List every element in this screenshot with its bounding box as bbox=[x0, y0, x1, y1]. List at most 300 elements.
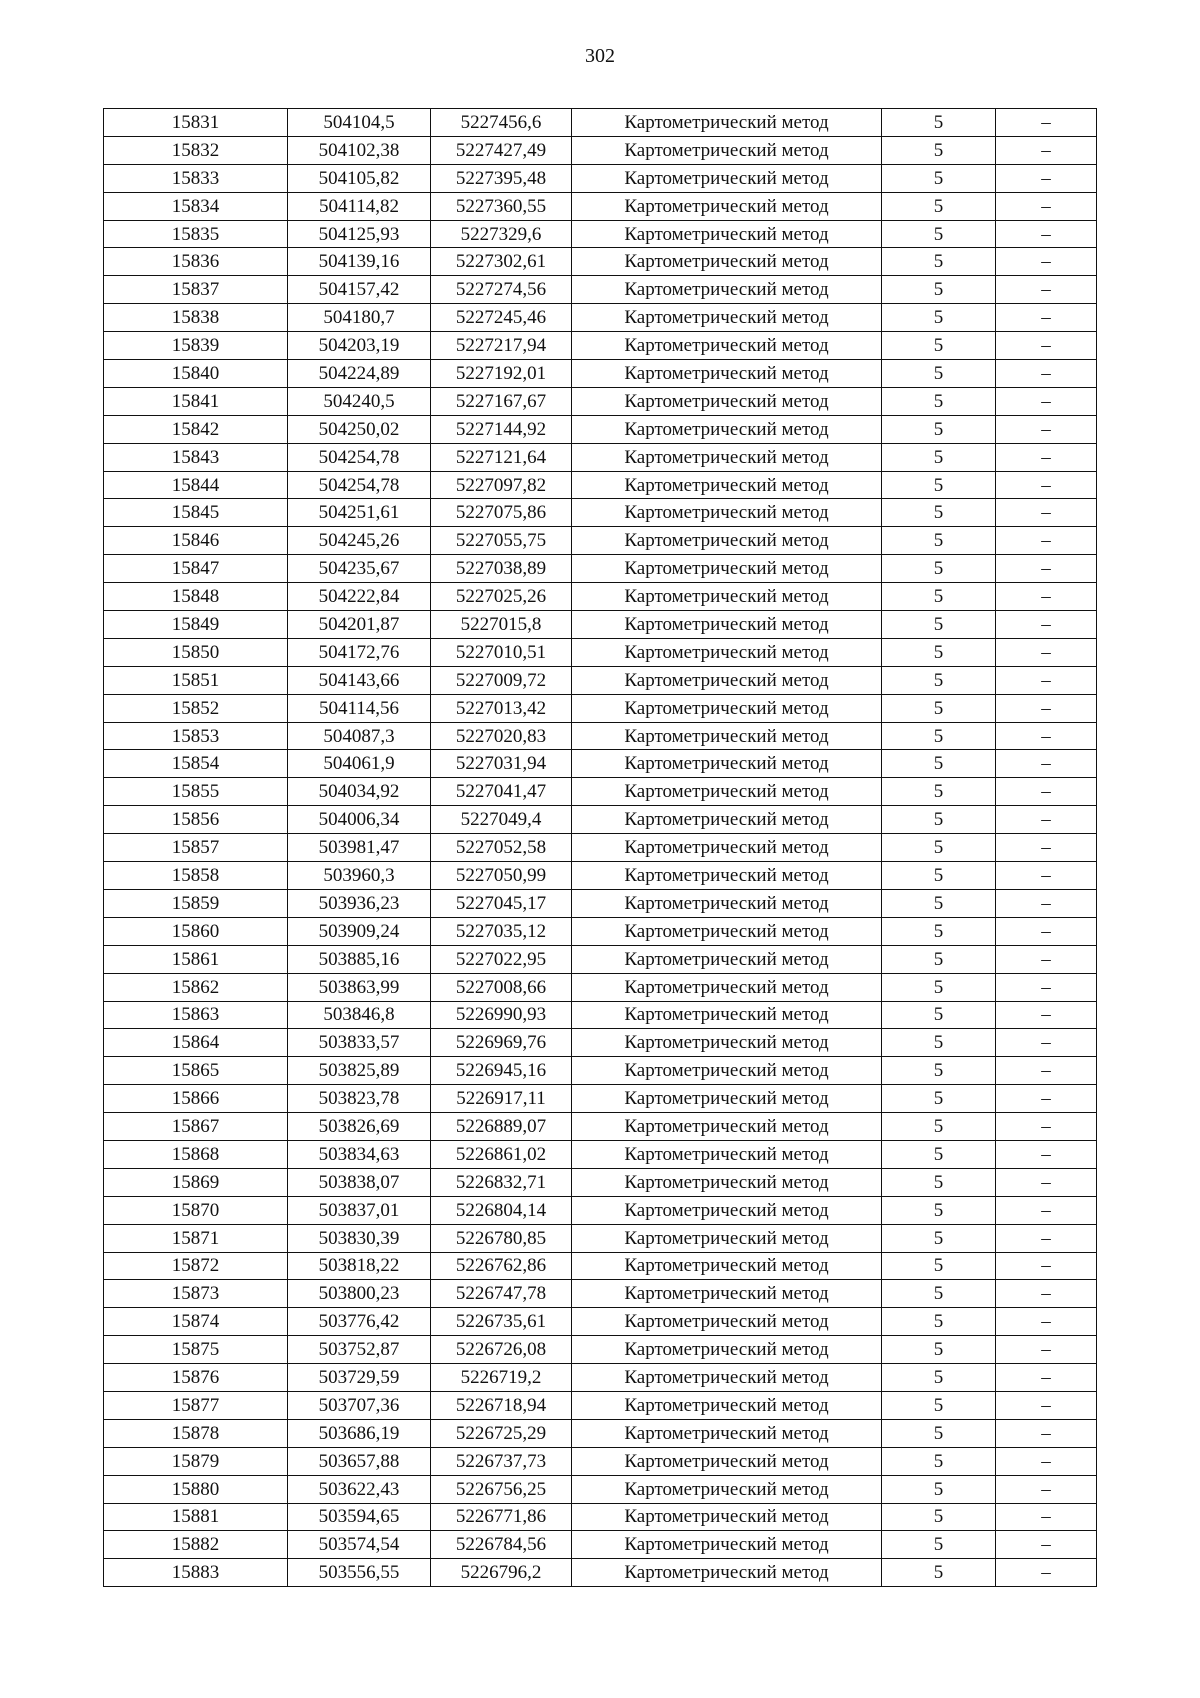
y-coordinate-cell: 5226718,94 bbox=[431, 1391, 572, 1419]
x-coordinate-cell: 503909,24 bbox=[288, 917, 431, 945]
point-number-cell: 15863 bbox=[104, 1001, 288, 1029]
point-number-cell: 15881 bbox=[104, 1503, 288, 1531]
point-number-cell: 15831 bbox=[104, 109, 288, 137]
method-cell: Картометрический метод bbox=[572, 973, 882, 1001]
point-number-cell: 15845 bbox=[104, 499, 288, 527]
point-number-cell: 15859 bbox=[104, 889, 288, 917]
y-coordinate-cell: 5226735,61 bbox=[431, 1308, 572, 1336]
point-number-cell: 15858 bbox=[104, 862, 288, 890]
x-coordinate-cell: 504254,78 bbox=[288, 443, 431, 471]
description-cell: – bbox=[996, 1085, 1097, 1113]
x-coordinate-cell: 504114,56 bbox=[288, 694, 431, 722]
y-coordinate-cell: 5226917,11 bbox=[431, 1085, 572, 1113]
table-row bbox=[104, 1419, 1097, 1447]
table-row bbox=[104, 109, 1097, 137]
accuracy-cell: 5 bbox=[882, 276, 996, 304]
point-number-cell: 15855 bbox=[104, 778, 288, 806]
method-cell: Картометрический метод bbox=[572, 1559, 882, 1587]
description-cell: – bbox=[996, 611, 1097, 639]
accuracy-cell: 5 bbox=[882, 1085, 996, 1113]
y-coordinate-cell: 5227121,64 bbox=[431, 443, 572, 471]
point-number-cell: 15841 bbox=[104, 387, 288, 415]
x-coordinate-cell: 504105,82 bbox=[288, 164, 431, 192]
method-cell: Картометрический метод bbox=[572, 136, 882, 164]
point-number-cell: 15846 bbox=[104, 527, 288, 555]
table-row bbox=[104, 806, 1097, 834]
method-cell: Картометрический метод bbox=[572, 1475, 882, 1503]
y-coordinate-cell: 5226726,08 bbox=[431, 1336, 572, 1364]
accuracy-cell: 5 bbox=[882, 1113, 996, 1141]
accuracy-cell: 5 bbox=[882, 1280, 996, 1308]
table-row bbox=[104, 248, 1097, 276]
description-cell: – bbox=[996, 471, 1097, 499]
accuracy-cell: 5 bbox=[882, 778, 996, 806]
accuracy-cell: 5 bbox=[882, 1531, 996, 1559]
method-cell: Картометрический метод bbox=[572, 666, 882, 694]
description-cell: – bbox=[996, 332, 1097, 360]
y-coordinate-cell: 5226804,14 bbox=[431, 1196, 572, 1224]
table-row bbox=[104, 1029, 1097, 1057]
point-number-cell: 15861 bbox=[104, 945, 288, 973]
point-number-cell: 15843 bbox=[104, 443, 288, 471]
accuracy-cell: 5 bbox=[882, 666, 996, 694]
method-cell: Картометрический метод bbox=[572, 1503, 882, 1531]
point-number-cell: 15870 bbox=[104, 1196, 288, 1224]
description-cell: – bbox=[996, 778, 1097, 806]
accuracy-cell: 5 bbox=[882, 1224, 996, 1252]
x-coordinate-cell: 504143,66 bbox=[288, 666, 431, 694]
table-row bbox=[104, 750, 1097, 778]
description-cell: – bbox=[996, 694, 1097, 722]
method-cell: Картометрический метод bbox=[572, 917, 882, 945]
table-row bbox=[104, 611, 1097, 639]
accuracy-cell: 5 bbox=[882, 360, 996, 388]
x-coordinate-cell: 503885,16 bbox=[288, 945, 431, 973]
method-cell: Картометрический метод bbox=[572, 1140, 882, 1168]
accuracy-cell: 5 bbox=[882, 109, 996, 137]
method-cell: Картометрический метод bbox=[572, 638, 882, 666]
y-coordinate-cell: 5227009,72 bbox=[431, 666, 572, 694]
accuracy-cell: 5 bbox=[882, 1308, 996, 1336]
table-row bbox=[104, 164, 1097, 192]
y-coordinate-cell: 5226780,85 bbox=[431, 1224, 572, 1252]
y-coordinate-cell: 5226747,78 bbox=[431, 1280, 572, 1308]
description-cell: – bbox=[996, 1308, 1097, 1336]
y-coordinate-cell: 5226762,86 bbox=[431, 1252, 572, 1280]
x-coordinate-cell: 503863,99 bbox=[288, 973, 431, 1001]
accuracy-cell: 5 bbox=[882, 834, 996, 862]
description-cell: – bbox=[996, 1419, 1097, 1447]
method-cell: Картометрический метод bbox=[572, 1224, 882, 1252]
table-row bbox=[104, 276, 1097, 304]
y-coordinate-cell: 5227217,94 bbox=[431, 332, 572, 360]
table-row bbox=[104, 1531, 1097, 1559]
table-row bbox=[104, 694, 1097, 722]
x-coordinate-cell: 504250,02 bbox=[288, 415, 431, 443]
method-cell: Картометрический метод bbox=[572, 1419, 882, 1447]
point-number-cell: 15856 bbox=[104, 806, 288, 834]
description-cell: – bbox=[996, 527, 1097, 555]
table-row bbox=[104, 1503, 1097, 1531]
accuracy-cell: 5 bbox=[882, 973, 996, 1001]
x-coordinate-cell: 504251,61 bbox=[288, 499, 431, 527]
description-cell: – bbox=[996, 1503, 1097, 1531]
y-coordinate-cell: 5226945,16 bbox=[431, 1057, 572, 1085]
y-coordinate-cell: 5227031,94 bbox=[431, 750, 572, 778]
x-coordinate-cell: 504125,93 bbox=[288, 220, 431, 248]
description-cell: – bbox=[996, 360, 1097, 388]
method-cell: Картометрический метод bbox=[572, 164, 882, 192]
y-coordinate-cell: 5227274,56 bbox=[431, 276, 572, 304]
x-coordinate-cell: 503776,42 bbox=[288, 1308, 431, 1336]
method-cell: Картометрический метод bbox=[572, 611, 882, 639]
method-cell: Картометрический метод bbox=[572, 778, 882, 806]
accuracy-cell: 5 bbox=[882, 499, 996, 527]
method-cell: Картометрический метод bbox=[572, 499, 882, 527]
point-number-cell: 15866 bbox=[104, 1085, 288, 1113]
y-coordinate-cell: 5226990,93 bbox=[431, 1001, 572, 1029]
y-coordinate-cell: 5227049,4 bbox=[431, 806, 572, 834]
y-coordinate-cell: 5226861,02 bbox=[431, 1140, 572, 1168]
method-cell: Картометрический метод bbox=[572, 889, 882, 917]
method-cell: Картометрический метод bbox=[572, 1447, 882, 1475]
accuracy-cell: 5 bbox=[882, 1475, 996, 1503]
method-cell: Картометрический метод bbox=[572, 1196, 882, 1224]
accuracy-cell: 5 bbox=[882, 1057, 996, 1085]
description-cell: – bbox=[996, 1391, 1097, 1419]
y-coordinate-cell: 5226969,76 bbox=[431, 1029, 572, 1057]
accuracy-cell: 5 bbox=[882, 806, 996, 834]
method-cell: Картометрический метод bbox=[572, 722, 882, 750]
point-number-cell: 15839 bbox=[104, 332, 288, 360]
x-coordinate-cell: 504006,34 bbox=[288, 806, 431, 834]
y-coordinate-cell: 5227025,26 bbox=[431, 583, 572, 611]
accuracy-cell: 5 bbox=[882, 220, 996, 248]
table-row bbox=[104, 1140, 1097, 1168]
x-coordinate-cell: 504104,5 bbox=[288, 109, 431, 137]
description-cell: – bbox=[996, 164, 1097, 192]
description-cell: – bbox=[996, 1252, 1097, 1280]
method-cell: Картометрический метод bbox=[572, 276, 882, 304]
table-row bbox=[104, 722, 1097, 750]
accuracy-cell: 5 bbox=[882, 1001, 996, 1029]
table-row bbox=[104, 387, 1097, 415]
point-number-cell: 15838 bbox=[104, 304, 288, 332]
x-coordinate-cell: 503657,88 bbox=[288, 1447, 431, 1475]
x-coordinate-cell: 504034,92 bbox=[288, 778, 431, 806]
point-number-cell: 15874 bbox=[104, 1308, 288, 1336]
point-number-cell: 15850 bbox=[104, 638, 288, 666]
accuracy-cell: 5 bbox=[882, 136, 996, 164]
method-cell: Картометрический метод bbox=[572, 1280, 882, 1308]
accuracy-cell: 5 bbox=[882, 471, 996, 499]
x-coordinate-cell: 504240,5 bbox=[288, 387, 431, 415]
y-coordinate-cell: 5226832,71 bbox=[431, 1168, 572, 1196]
method-cell: Картометрический метод bbox=[572, 248, 882, 276]
table-row bbox=[104, 1364, 1097, 1392]
x-coordinate-cell: 503837,01 bbox=[288, 1196, 431, 1224]
method-cell: Картометрический метод bbox=[572, 945, 882, 973]
y-coordinate-cell: 5227329,6 bbox=[431, 220, 572, 248]
x-coordinate-cell: 504061,9 bbox=[288, 750, 431, 778]
y-coordinate-cell: 5227427,49 bbox=[431, 136, 572, 164]
x-coordinate-cell: 504087,3 bbox=[288, 722, 431, 750]
x-coordinate-cell: 503960,3 bbox=[288, 862, 431, 890]
method-cell: Картометрический метод bbox=[572, 1057, 882, 1085]
y-coordinate-cell: 5227144,92 bbox=[431, 415, 572, 443]
method-cell: Картометрический метод bbox=[572, 360, 882, 388]
x-coordinate-cell: 503752,87 bbox=[288, 1336, 431, 1364]
method-cell: Картометрический метод bbox=[572, 1001, 882, 1029]
description-cell: – bbox=[996, 136, 1097, 164]
method-cell: Картометрический метод bbox=[572, 555, 882, 583]
point-number-cell: 15864 bbox=[104, 1029, 288, 1057]
description-cell: – bbox=[996, 1364, 1097, 1392]
x-coordinate-cell: 503833,57 bbox=[288, 1029, 431, 1057]
point-number-cell: 15834 bbox=[104, 192, 288, 220]
table-row bbox=[104, 1085, 1097, 1113]
point-number-cell: 15848 bbox=[104, 583, 288, 611]
table-row bbox=[104, 889, 1097, 917]
table-row bbox=[104, 945, 1097, 973]
accuracy-cell: 5 bbox=[882, 889, 996, 917]
x-coordinate-cell: 504102,38 bbox=[288, 136, 431, 164]
x-coordinate-cell: 503818,22 bbox=[288, 1252, 431, 1280]
x-coordinate-cell: 503936,23 bbox=[288, 889, 431, 917]
x-coordinate-cell: 504180,7 bbox=[288, 304, 431, 332]
method-cell: Картометрический метод bbox=[572, 1252, 882, 1280]
accuracy-cell: 5 bbox=[882, 1029, 996, 1057]
point-number-cell: 15867 bbox=[104, 1113, 288, 1141]
accuracy-cell: 5 bbox=[882, 1336, 996, 1364]
y-coordinate-cell: 5226725,29 bbox=[431, 1419, 572, 1447]
point-number-cell: 15854 bbox=[104, 750, 288, 778]
x-coordinate-cell: 503556,55 bbox=[288, 1559, 431, 1587]
y-coordinate-cell: 5226796,2 bbox=[431, 1559, 572, 1587]
accuracy-cell: 5 bbox=[882, 1447, 996, 1475]
y-coordinate-cell: 5227052,58 bbox=[431, 834, 572, 862]
accuracy-cell: 5 bbox=[882, 332, 996, 360]
coordinates-table bbox=[103, 108, 1097, 1587]
table-row bbox=[104, 583, 1097, 611]
y-coordinate-cell: 5227097,82 bbox=[431, 471, 572, 499]
method-cell: Картометрический метод bbox=[572, 1113, 882, 1141]
description-cell: – bbox=[996, 945, 1097, 973]
table-row bbox=[104, 1280, 1097, 1308]
y-coordinate-cell: 5227192,01 bbox=[431, 360, 572, 388]
x-coordinate-cell: 503686,19 bbox=[288, 1419, 431, 1447]
description-cell: – bbox=[996, 1001, 1097, 1029]
point-number-cell: 15875 bbox=[104, 1336, 288, 1364]
point-number-cell: 15853 bbox=[104, 722, 288, 750]
method-cell: Картометрический метод bbox=[572, 109, 882, 137]
y-coordinate-cell: 5226756,25 bbox=[431, 1475, 572, 1503]
description-cell: – bbox=[996, 834, 1097, 862]
description-cell: – bbox=[996, 1475, 1097, 1503]
method-cell: Картометрический метод bbox=[572, 1168, 882, 1196]
x-coordinate-cell: 503823,78 bbox=[288, 1085, 431, 1113]
y-coordinate-cell: 5227038,89 bbox=[431, 555, 572, 583]
x-coordinate-cell: 504224,89 bbox=[288, 360, 431, 388]
point-number-cell: 15879 bbox=[104, 1447, 288, 1475]
accuracy-cell: 5 bbox=[882, 1503, 996, 1531]
description-cell: – bbox=[996, 1196, 1097, 1224]
description-cell: – bbox=[996, 1140, 1097, 1168]
y-coordinate-cell: 5227013,42 bbox=[431, 694, 572, 722]
table-row bbox=[104, 527, 1097, 555]
accuracy-cell: 5 bbox=[882, 248, 996, 276]
point-number-cell: 15865 bbox=[104, 1057, 288, 1085]
point-number-cell: 15878 bbox=[104, 1419, 288, 1447]
description-cell: – bbox=[996, 555, 1097, 583]
point-number-cell: 15873 bbox=[104, 1280, 288, 1308]
page-number: 302 bbox=[585, 45, 615, 67]
x-coordinate-cell: 504172,76 bbox=[288, 638, 431, 666]
y-coordinate-cell: 5227041,47 bbox=[431, 778, 572, 806]
method-cell: Картометрический метод bbox=[572, 387, 882, 415]
description-cell: – bbox=[996, 1029, 1097, 1057]
accuracy-cell: 5 bbox=[882, 1196, 996, 1224]
description-cell: – bbox=[996, 304, 1097, 332]
table-row bbox=[104, 332, 1097, 360]
method-cell: Картометрический метод bbox=[572, 1029, 882, 1057]
y-coordinate-cell: 5227022,95 bbox=[431, 945, 572, 973]
coordinates-table-body bbox=[104, 109, 1097, 1587]
description-cell: – bbox=[996, 917, 1097, 945]
description-cell: – bbox=[996, 1559, 1097, 1587]
table-row bbox=[104, 1001, 1097, 1029]
method-cell: Картометрический метод bbox=[572, 1531, 882, 1559]
x-coordinate-cell: 503826,69 bbox=[288, 1113, 431, 1141]
method-cell: Картометрический метод bbox=[572, 1308, 882, 1336]
point-number-cell: 15860 bbox=[104, 917, 288, 945]
accuracy-cell: 5 bbox=[882, 722, 996, 750]
x-coordinate-cell: 503594,65 bbox=[288, 1503, 431, 1531]
x-coordinate-cell: 503846,8 bbox=[288, 1001, 431, 1029]
x-coordinate-cell: 503834,63 bbox=[288, 1140, 431, 1168]
description-cell: – bbox=[996, 1447, 1097, 1475]
method-cell: Картометрический метод bbox=[572, 220, 882, 248]
table-row bbox=[104, 1447, 1097, 1475]
accuracy-cell: 5 bbox=[882, 1140, 996, 1168]
description-cell: – bbox=[996, 415, 1097, 443]
description-cell: – bbox=[996, 1280, 1097, 1308]
point-number-cell: 15883 bbox=[104, 1559, 288, 1587]
y-coordinate-cell: 5227050,99 bbox=[431, 862, 572, 890]
x-coordinate-cell: 504245,26 bbox=[288, 527, 431, 555]
y-coordinate-cell: 5227167,67 bbox=[431, 387, 572, 415]
point-number-cell: 15852 bbox=[104, 694, 288, 722]
description-cell: – bbox=[996, 583, 1097, 611]
accuracy-cell: 5 bbox=[882, 527, 996, 555]
table-row bbox=[104, 1196, 1097, 1224]
description-cell: – bbox=[996, 192, 1097, 220]
x-coordinate-cell: 504254,78 bbox=[288, 471, 431, 499]
x-coordinate-cell: 504139,16 bbox=[288, 248, 431, 276]
method-cell: Картометрический метод bbox=[572, 1391, 882, 1419]
description-cell: – bbox=[996, 248, 1097, 276]
x-coordinate-cell: 503838,07 bbox=[288, 1168, 431, 1196]
accuracy-cell: 5 bbox=[882, 1419, 996, 1447]
point-number-cell: 15871 bbox=[104, 1224, 288, 1252]
accuracy-cell: 5 bbox=[882, 638, 996, 666]
point-number-cell: 15857 bbox=[104, 834, 288, 862]
method-cell: Картометрический метод bbox=[572, 834, 882, 862]
x-coordinate-cell: 503707,36 bbox=[288, 1391, 431, 1419]
description-cell: – bbox=[996, 806, 1097, 834]
accuracy-cell: 5 bbox=[882, 1391, 996, 1419]
x-coordinate-cell: 504201,87 bbox=[288, 611, 431, 639]
table-row bbox=[104, 638, 1097, 666]
description-cell: – bbox=[996, 666, 1097, 694]
table-row bbox=[104, 415, 1097, 443]
method-cell: Картометрический метод bbox=[572, 694, 882, 722]
point-number-cell: 15877 bbox=[104, 1391, 288, 1419]
table-row bbox=[104, 1308, 1097, 1336]
accuracy-cell: 5 bbox=[882, 1364, 996, 1392]
description-cell: – bbox=[996, 276, 1097, 304]
y-coordinate-cell: 5226784,56 bbox=[431, 1531, 572, 1559]
x-coordinate-cell: 504203,19 bbox=[288, 332, 431, 360]
y-coordinate-cell: 5227456,6 bbox=[431, 109, 572, 137]
accuracy-cell: 5 bbox=[882, 192, 996, 220]
table-row bbox=[104, 1224, 1097, 1252]
method-cell: Картометрический метод bbox=[572, 1085, 882, 1113]
x-coordinate-cell: 504157,42 bbox=[288, 276, 431, 304]
x-coordinate-cell: 503800,23 bbox=[288, 1280, 431, 1308]
table-row bbox=[104, 555, 1097, 583]
table-row bbox=[104, 1113, 1097, 1141]
description-cell: – bbox=[996, 1224, 1097, 1252]
method-cell: Картометрический метод bbox=[572, 192, 882, 220]
method-cell: Картометрический метод bbox=[572, 1336, 882, 1364]
table-row bbox=[104, 471, 1097, 499]
description-cell: – bbox=[996, 1113, 1097, 1141]
accuracy-cell: 5 bbox=[882, 917, 996, 945]
table-row bbox=[104, 1559, 1097, 1587]
table-row bbox=[104, 136, 1097, 164]
y-coordinate-cell: 5226719,2 bbox=[431, 1364, 572, 1392]
method-cell: Картометрический метод bbox=[572, 443, 882, 471]
accuracy-cell: 5 bbox=[882, 387, 996, 415]
y-coordinate-cell: 5227055,75 bbox=[431, 527, 572, 555]
y-coordinate-cell: 5227008,66 bbox=[431, 973, 572, 1001]
method-cell: Картометрический метод bbox=[572, 304, 882, 332]
description-cell: – bbox=[996, 973, 1097, 1001]
method-cell: Картометрический метод bbox=[572, 1364, 882, 1392]
point-number-cell: 15836 bbox=[104, 248, 288, 276]
x-coordinate-cell: 503830,39 bbox=[288, 1224, 431, 1252]
table-row bbox=[104, 1168, 1097, 1196]
description-cell: – bbox=[996, 1336, 1097, 1364]
table-row bbox=[104, 192, 1097, 220]
y-coordinate-cell: 5226737,73 bbox=[431, 1447, 572, 1475]
point-number-cell: 15880 bbox=[104, 1475, 288, 1503]
point-number-cell: 15882 bbox=[104, 1531, 288, 1559]
table-row bbox=[104, 973, 1097, 1001]
method-cell: Картометрический метод bbox=[572, 415, 882, 443]
accuracy-cell: 5 bbox=[882, 611, 996, 639]
method-cell: Картометрический метод bbox=[572, 806, 882, 834]
description-cell: – bbox=[996, 638, 1097, 666]
point-number-cell: 15842 bbox=[104, 415, 288, 443]
table-row bbox=[104, 1336, 1097, 1364]
method-cell: Картометрический метод bbox=[572, 527, 882, 555]
description-cell: – bbox=[996, 443, 1097, 471]
method-cell: Картометрический метод bbox=[572, 862, 882, 890]
description-cell: – bbox=[996, 889, 1097, 917]
y-coordinate-cell: 5227045,17 bbox=[431, 889, 572, 917]
